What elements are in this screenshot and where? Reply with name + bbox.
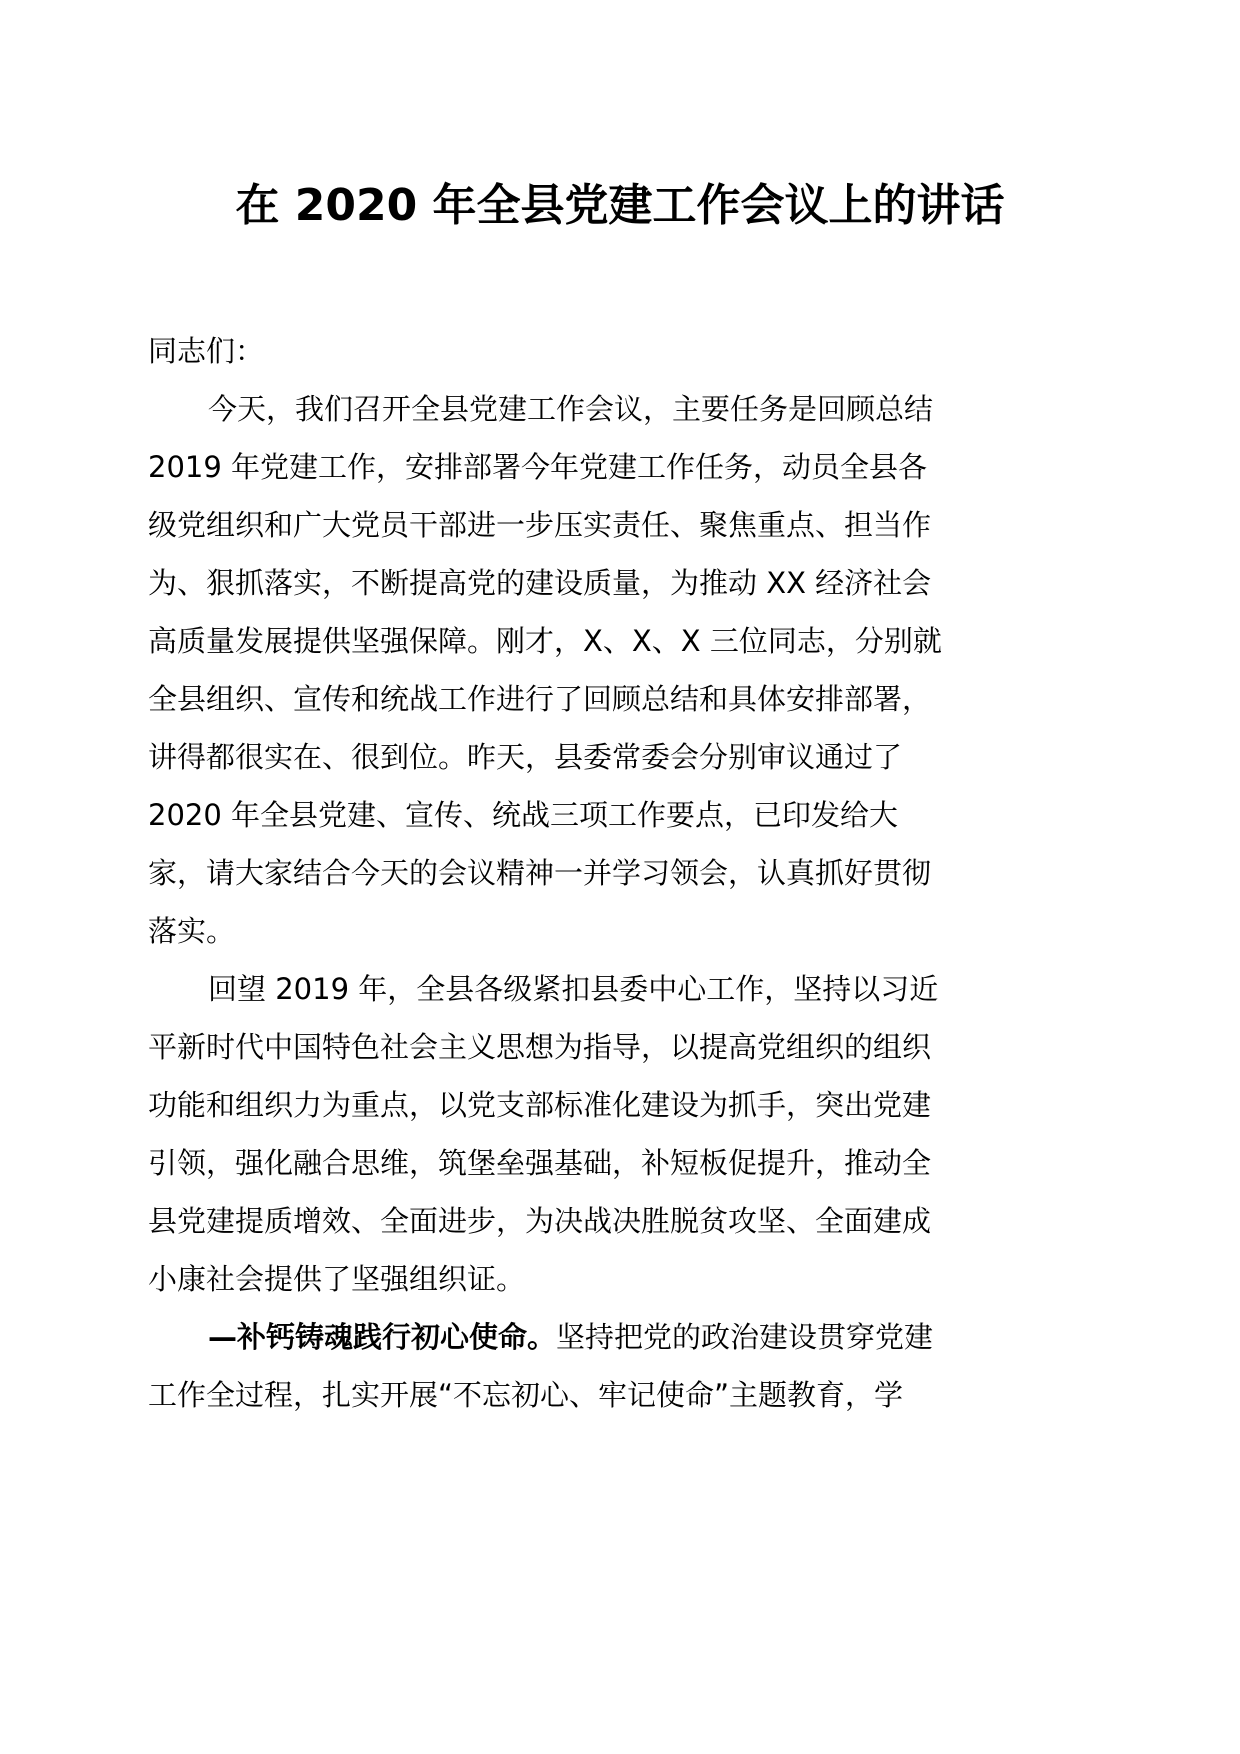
paragraph-section-1 (148, 1308, 968, 1424)
text-line: 落实。 (148, 914, 236, 948)
text-line: 为、狠抓落实，不断提高党的建设质量，为推动 XX 经济社会 (148, 566, 932, 600)
document-title: 在 2020 年全县党建工作会议上的讲话 (235, 180, 1005, 231)
text-line (148, 1308, 968, 1366)
text-line: 小康社会提供了坚强组织证。 (148, 1262, 526, 1296)
paragraph-intro (148, 380, 968, 960)
text-line: 回望 2019 年，全县各级紧扣县委中心工作，坚持以习近 (208, 972, 939, 1006)
document-body (148, 322, 968, 1424)
text-line: 平新时代中国特色社会主义思想为指导，以提高党组织的组织 (148, 1030, 932, 1064)
text-line: 讲得都很实在、很到位。昨天，县委常委会分别审议通过了 (148, 740, 903, 774)
text-line: 今天，我们召开全县党建工作会议，主要任务是回顾总结 (208, 392, 934, 426)
text-line: 功能和组织力为重点，以党支部标准化建设为抓手，突出党建 (148, 1088, 932, 1122)
text-line: 级党组织和广大党员干部进一步压实责任、聚焦重点、担当作 (148, 508, 932, 542)
text-line: 高质量发展提供坚强保障。刚才，X、X、X 三位同志，分别就 (148, 624, 942, 658)
text-line: 全县组织、宣传和统战工作进行了回顾总结和具体安排部署， (148, 682, 932, 716)
paragraph-review-2019 (148, 960, 968, 1308)
text-line: 引领，强化融合思维，筑堡垒强基础，补短板促提升，推动全 (148, 1146, 932, 1180)
text-line: 2020 年全县党建、宣传、统战三项工作要点，已印发给大 (148, 798, 899, 832)
text-line: 2019 年党建工作，安排部署今年党建工作任务，动员全县各 (148, 450, 928, 484)
salutation: 同志们： (148, 334, 265, 368)
section-text: 坚持把党的政治建设贯穿党建 (556, 1320, 934, 1354)
text-line: 家，请大家结合今天的会议精神一并学习领会，认真抓好贯彻 (148, 856, 932, 890)
section-heading: —补钙铸魂践行初心使命。 (208, 1320, 557, 1354)
text-line: 工作全过程，扎实开展“不忘初心、牢记使命”主题教育，学 (148, 1378, 904, 1412)
text-line: 县党建提质增效、全面进步，为决战决胜脱贫攻坚、全面建成 (148, 1204, 932, 1238)
